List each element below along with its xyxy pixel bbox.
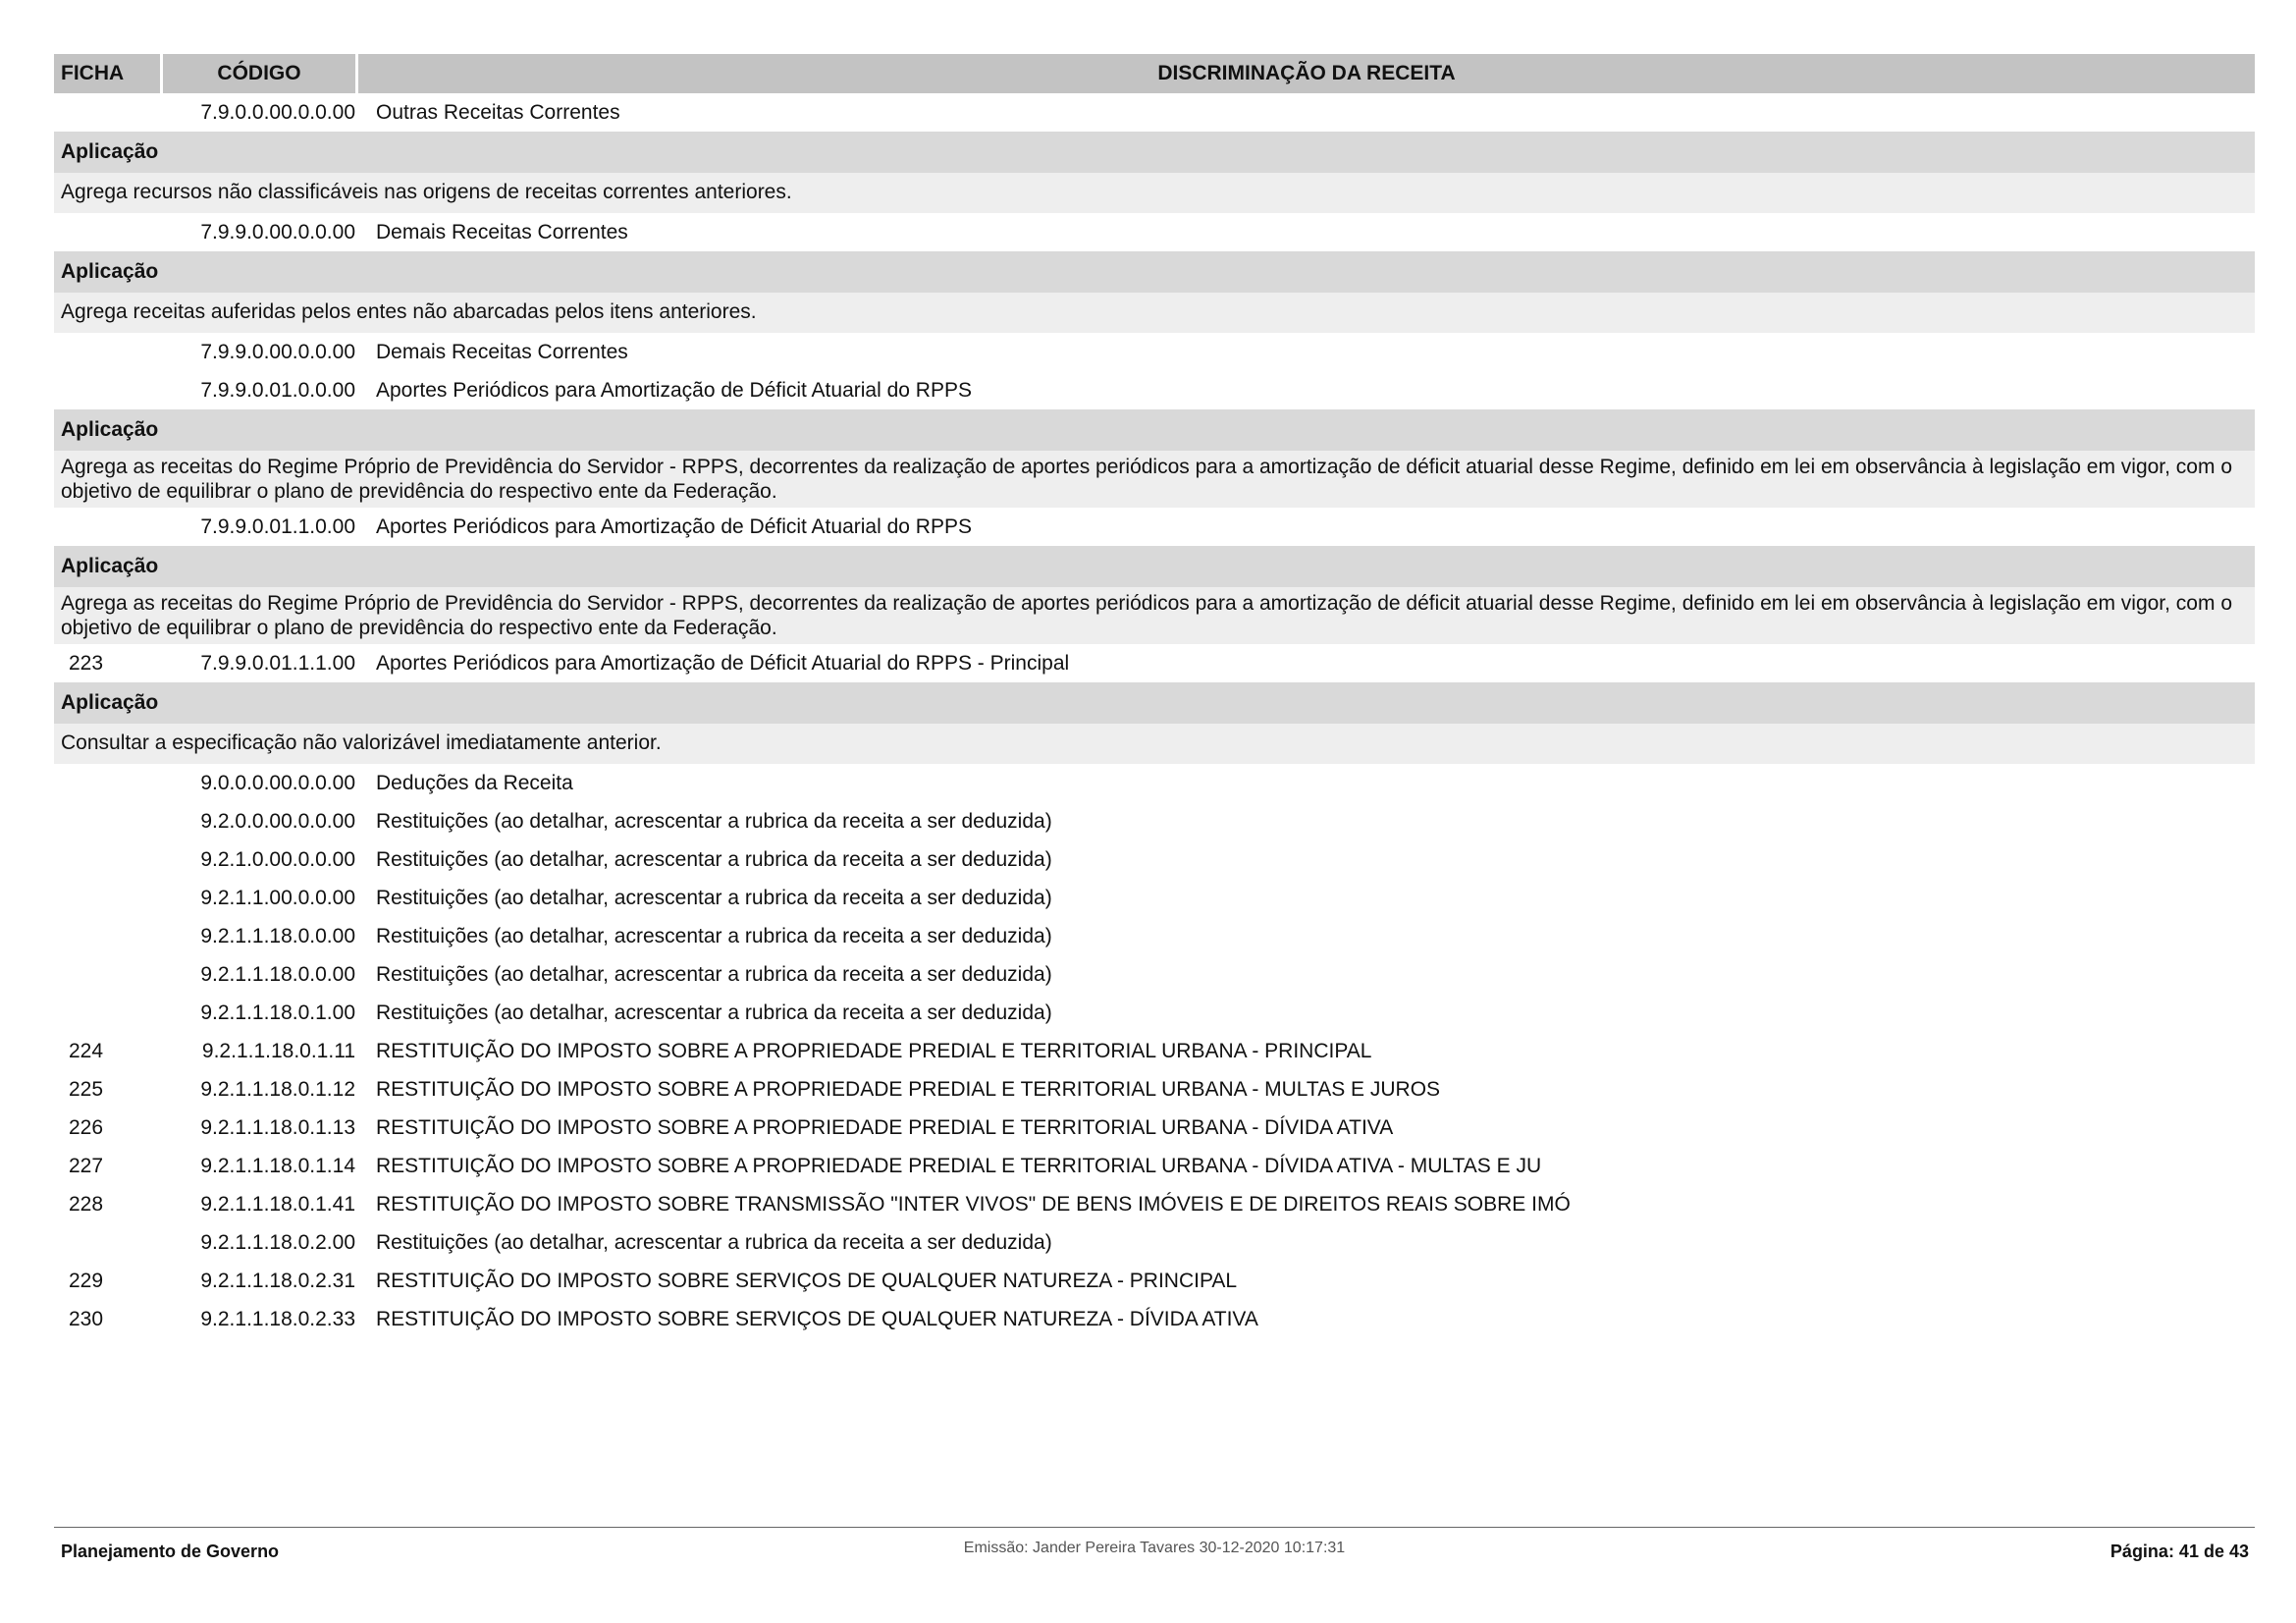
row-codigo: 9.0.0.0.00.0.0.00	[200, 771, 355, 794]
table-row	[54, 333, 2255, 371]
row-codigo: 9.2.1.0.00.0.0.00	[200, 847, 355, 871]
row-ficha: 226	[69, 1115, 104, 1139]
page-footer	[54, 1527, 2255, 1577]
table-row	[54, 917, 2255, 955]
row-codigo: 7.9.9.0.01.1.1.00	[200, 651, 355, 675]
table-row	[54, 764, 2255, 802]
header-codigo: CÓDIGO	[163, 54, 355, 93]
row-codigo: 7.9.9.0.00.0.0.00	[200, 220, 355, 243]
row-description: Demais Receitas Correntes	[376, 220, 628, 243]
row-codigo: 9.2.1.1.00.0.0.00	[200, 886, 355, 909]
aplicacao-text: Agrega receitas auferidas pelos entes não abarcadas pelos itens anteriores.	[54, 293, 2255, 333]
table-row	[54, 1147, 2255, 1185]
row-description: RESTITUIÇÃO DO IMPOSTO SOBRE TRANSMISSÃO "INTER VIVOS" DE BENS IMÓVEIS E DE DIREITOS REAIS SOBRE IMÓ	[376, 1192, 1571, 1216]
aplicacao-heading: Aplicação	[54, 251, 2255, 293]
row-description: Restituições (ao detalhar, acrescentar a rubrica da receita a ser deduzida)	[376, 886, 1052, 909]
row-codigo: 9.2.1.1.18.0.1.12	[200, 1077, 355, 1101]
row-codigo: 7.9.0.0.00.0.0.00	[200, 100, 355, 124]
row-description: RESTITUIÇÃO DO IMPOSTO SOBRE A PROPRIEDADE PREDIAL E TERRITORIAL URBANA - MULTAS E JUROS	[376, 1077, 1441, 1101]
table-row	[54, 1032, 2255, 1070]
row-description: Aportes Periódicos para Amortização de Déficit Atuarial do RPPS - Principal	[376, 651, 1070, 675]
row-description: Restituições (ao detalhar, acrescentar a rubrica da receita a ser deduzida)	[376, 924, 1052, 947]
table-row	[54, 1185, 2255, 1223]
table-row	[54, 93, 2255, 132]
footer-title: Planejamento de Governo	[61, 1542, 280, 1561]
row-description: RESTITUIÇÃO DO IMPOSTO SOBRE A PROPRIEDADE PREDIAL E TERRITORIAL URBANA - DÍVIDA ATIVA	[376, 1115, 1394, 1139]
table-header	[54, 54, 2255, 93]
aplicacao-text: Agrega recursos não classificáveis nas origens de receitas correntes anteriores.	[54, 173, 2255, 213]
table-body	[54, 93, 2255, 1338]
aplicacao-text: Consultar a especificação não valorizável imediatamente anterior.	[54, 724, 2255, 764]
table-row	[54, 840, 2255, 879]
table-row	[54, 802, 2255, 840]
table-row	[54, 644, 2255, 682]
row-codigo: 9.2.1.1.18.0.1.13	[200, 1115, 355, 1139]
row-description: Demais Receitas Correntes	[376, 340, 628, 363]
header-ficha: FICHA	[54, 54, 160, 93]
row-codigo: 9.2.0.0.00.0.0.00	[200, 809, 355, 833]
table-row	[54, 371, 2255, 409]
aplicacao-heading: Aplicação	[54, 682, 2255, 724]
table-row	[54, 1109, 2255, 1147]
row-description: Aportes Periódicos para Amortização de Déficit Atuarial do RPPS	[376, 514, 972, 538]
row-codigo: 9.2.1.1.18.0.0.00	[200, 924, 355, 947]
row-description: Deduções da Receita	[376, 771, 573, 794]
table-row	[54, 1300, 2255, 1338]
footer-emission: Emissão: Jander Pereira Tavares 30-12-2020 10:17:31	[963, 1540, 1346, 1556]
table-row	[54, 879, 2255, 917]
row-description: Restituições (ao detalhar, acrescentar a rubrica da receita a ser deduzida)	[376, 809, 1052, 833]
table-row	[54, 994, 2255, 1032]
row-description: Restituições (ao detalhar, acrescentar a rubrica da receita a ser deduzida)	[376, 962, 1052, 986]
row-codigo: 9.2.1.1.18.0.2.31	[200, 1269, 355, 1292]
table-row	[54, 1262, 2255, 1300]
aplicacao-heading: Aplicação	[54, 132, 2255, 173]
row-codigo: 7.9.9.0.01.1.0.00	[200, 514, 355, 538]
row-codigo: 9.2.1.1.18.0.1.11	[201, 1039, 355, 1062]
table-row	[54, 213, 2255, 251]
table-row	[54, 1223, 2255, 1262]
row-description: Restituições (ao detalhar, acrescentar a rubrica da receita a ser deduzida)	[376, 1001, 1052, 1024]
row-description: RESTITUIÇÃO DO IMPOSTO SOBRE SERVIÇOS DE QUALQUER NATUREZA - DÍVIDA ATIVA	[376, 1307, 1258, 1330]
row-description: Restituições (ao detalhar, acrescentar a rubrica da receita a ser deduzida)	[376, 1230, 1052, 1254]
row-codigo: 7.9.9.0.00.0.0.00	[200, 340, 355, 363]
row-codigo: 9.2.1.1.18.0.1.00	[200, 1001, 355, 1024]
aplicacao-heading: Aplicação	[54, 546, 2255, 587]
row-description: RESTITUIÇÃO DO IMPOSTO SOBRE SERVIÇOS DE QUALQUER NATUREZA - PRINCIPAL	[376, 1269, 1238, 1292]
aplicacao-text: Agrega as receitas do Regime Próprio de Previdência do Servidor - RPPS, decorrentes da realização de aportes periódicos para a amortização de déficit atuarial desse Regime, definido em lei em observância à legislação em vigor, com o objetivo de equilibrar o plano de previdência do respectivo ente da Federação.	[54, 587, 2255, 644]
table-row	[54, 955, 2255, 994]
row-ficha: 229	[69, 1269, 104, 1292]
aplicacao-heading: Aplicação	[54, 409, 2255, 451]
row-codigo: 9.2.1.1.18.0.0.00	[200, 962, 355, 986]
row-description: Aportes Periódicos para Amortização de Déficit Atuarial do RPPS	[376, 378, 972, 402]
row-ficha: 227	[69, 1154, 104, 1177]
footer-page-number: Página: 41 de 43	[2109, 1542, 2249, 1561]
row-codigo: 9.2.1.1.18.0.2.00	[200, 1230, 355, 1254]
row-description: Restituições (ao detalhar, acrescentar a rubrica da receita a ser deduzida)	[376, 847, 1052, 871]
aplicacao-text: Agrega as receitas do Regime Próprio de Previdência do Servidor - RPPS, decorrentes da realização de aportes periódicos para a amortização de déficit atuarial desse Regime, definido em lei em observância à legislação em vigor, com o objetivo de equilibrar o plano de previdência do respectivo ente da Federação.	[54, 451, 2255, 508]
row-description: RESTITUIÇÃO DO IMPOSTO SOBRE A PROPRIEDADE PREDIAL E TERRITORIAL URBANA - PRINCIPAL	[376, 1039, 1372, 1062]
row-ficha: 228	[69, 1192, 104, 1216]
table-row	[54, 508, 2255, 546]
report-page	[54, 54, 2255, 1338]
table-row	[54, 1070, 2255, 1109]
row-ficha: 230	[69, 1307, 104, 1330]
row-codigo: 9.2.1.1.18.0.1.14	[200, 1154, 355, 1177]
row-ficha: 224	[69, 1039, 104, 1062]
row-codigo: 7.9.9.0.01.0.0.00	[200, 378, 355, 402]
row-ficha: 223	[69, 651, 104, 675]
row-description: Outras Receitas Correntes	[376, 100, 620, 124]
row-description: RESTITUIÇÃO DO IMPOSTO SOBRE A PROPRIEDADE PREDIAL E TERRITORIAL URBANA - DÍVIDA ATIVA - MULTAS E JU	[376, 1154, 1542, 1177]
row-codigo: 9.2.1.1.18.0.1.41	[200, 1192, 355, 1216]
header-discriminacao: DISCRIMINAÇÃO DA RECEITA	[358, 54, 2255, 93]
row-codigo: 9.2.1.1.18.0.2.33	[200, 1307, 355, 1330]
row-ficha: 225	[69, 1077, 104, 1101]
